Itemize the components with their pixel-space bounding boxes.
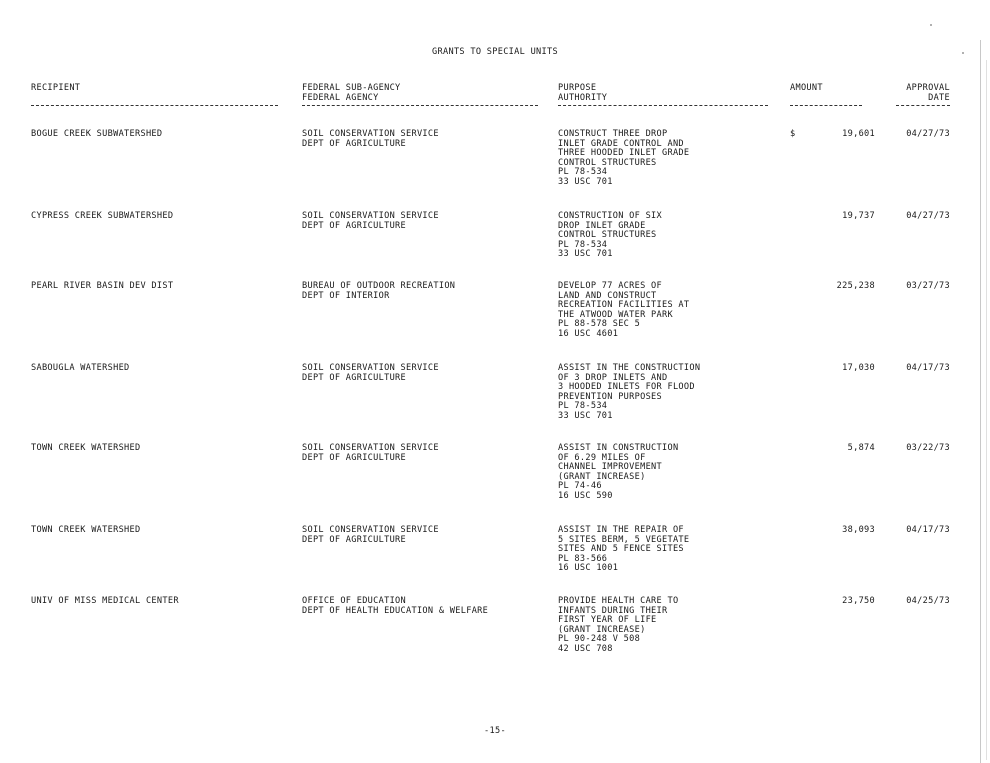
header-agency (302, 83, 401, 103)
approval-date-cell: 03/22/73 (906, 443, 950, 453)
purpose-cell: DEVELOP 77 ACRES OF LAND AND CONSTRUCT RECREATION FACILITIES AT THE ATWOOD WATER PARK PL 88-578 SEC 5 16 USC 4601 (558, 281, 690, 339)
recipient-cell: TOWN CREEK WATERSHED (31, 525, 141, 535)
purpose-cell: ASSIST IN CONSTRUCTION OF 6.29 MILES OF CHANNEL IMPROVEMENT (GRANT INCREASE) PL 74-46 16 USC 590 (558, 443, 679, 501)
approval-date-cell: 03/27/73 (906, 281, 950, 291)
amount-cell: 19,601 (842, 129, 875, 139)
amount-cell: 23,750 (842, 596, 875, 606)
header-agency-line1: FEDERAL SUB-AGENCY (302, 83, 401, 93)
purpose-cell: CONSTRUCT THREE DROP INLET GRADE CONTROL AND THREE HOODED INLET GRADE CONTROL STRUCTURES PL 78-534 33 USC 701 (558, 129, 690, 187)
document-title: GRANTS TO SPECIAL UNITS (432, 47, 558, 57)
purpose-cell: CONSTRUCTION OF SIX DROP INLET GRADE CONTROL STRUCTURES PL 78-534 33 USC 701 (558, 211, 663, 260)
recipient-cell: UNIV OF MISS MEDICAL CENTER (31, 596, 179, 606)
agency-cell: SOIL CONSERVATION SERVICE DEPT OF AGRICULTURE (302, 211, 439, 231)
agency-cell: SOIL CONSERVATION SERVICE DEPT OF AGRICULTURE (302, 525, 439, 545)
amount-cell: 5,874 (847, 443, 875, 453)
purpose-cell: PROVIDE HEALTH CARE TO INFANTS DURING THEIR FIRST YEAR OF LIFE (GRANT INCREASE) PL 90-248 V 508 42 USC 708 (558, 596, 679, 654)
purpose-cell: ASSIST IN THE CONSTRUCTION OF 3 DROP INLETS AND 3 HOODED INLETS FOR FLOOD PREVENTION PURPOSES PL 78-534 33 USC 701 (558, 363, 701, 421)
approval-date-cell: 04/17/73 (906, 525, 950, 535)
header-recipient-label: RECIPIENT (31, 83, 81, 93)
header-amount (790, 83, 823, 93)
header-approval-line1: APPROVAL (906, 83, 950, 93)
recipient-cell: SABOUGLA WATERSHED (31, 363, 130, 373)
header-amount-label: AMOUNT (790, 83, 823, 93)
page-number: -15- (484, 726, 506, 736)
agency-cell: BUREAU OF OUTDOOR RECREATION DEPT OF INTERIOR (302, 281, 456, 301)
amount-cell: 19,737 (842, 211, 875, 221)
scan-edge-line (986, 60, 987, 760)
agency-cell: OFFICE OF EDUCATION DEPT OF HEALTH EDUCATION & WELFARE (302, 596, 489, 616)
header-purpose-line2: AUTHORITY (558, 93, 608, 103)
recipient-cell: PEARL RIVER BASIN DEV DIST (31, 281, 174, 291)
purpose-cell: ASSIST IN THE REPAIR OF 5 SITES BERM, 5 VEGETATE SITES AND 5 FENCE SITES PL 83-566 16 USC 1001 (558, 525, 690, 574)
approval-date-cell: 04/17/73 (906, 363, 950, 373)
scan-speck (930, 24, 932, 26)
approval-date-cell: 04/27/73 (906, 129, 950, 139)
approval-date-cell: 04/25/73 (906, 596, 950, 606)
header-approval (906, 83, 950, 103)
recipient-cell: TOWN CREEK WATERSHED (31, 443, 141, 453)
dollar-sign: $ (790, 129, 796, 139)
recipient-cell: CYPRESS CREEK SUBWATERSHED (31, 211, 174, 221)
agency-cell: SOIL CONSERVATION SERVICE DEPT OF AGRICULTURE (302, 443, 439, 463)
header-rule (790, 105, 862, 106)
amount-cell: 17,030 (842, 363, 875, 373)
agency-cell: SOIL CONSERVATION SERVICE DEPT OF AGRICULTURE (302, 363, 439, 383)
scan-edge-line (980, 40, 981, 763)
recipient-cell: BOGUE CREEK SUBWATERSHED (31, 129, 163, 139)
header-rule (31, 105, 278, 106)
header-rule (302, 105, 538, 106)
header-recipient (31, 83, 80, 93)
amount-cell: 38,093 (842, 525, 875, 535)
header-purpose (558, 83, 607, 103)
amount-cell: 225,238 (836, 281, 875, 291)
header-agency-line2: FEDERAL AGENCY (302, 93, 379, 103)
header-rule (896, 105, 950, 106)
agency-cell: SOIL CONSERVATION SERVICE DEPT OF AGRICULTURE (302, 129, 439, 149)
approval-date-cell: 04/27/73 (906, 211, 950, 221)
header-approval-line2: DATE (928, 93, 950, 103)
header-purpose-line1: PURPOSE (558, 83, 597, 93)
header-rule (558, 105, 768, 106)
